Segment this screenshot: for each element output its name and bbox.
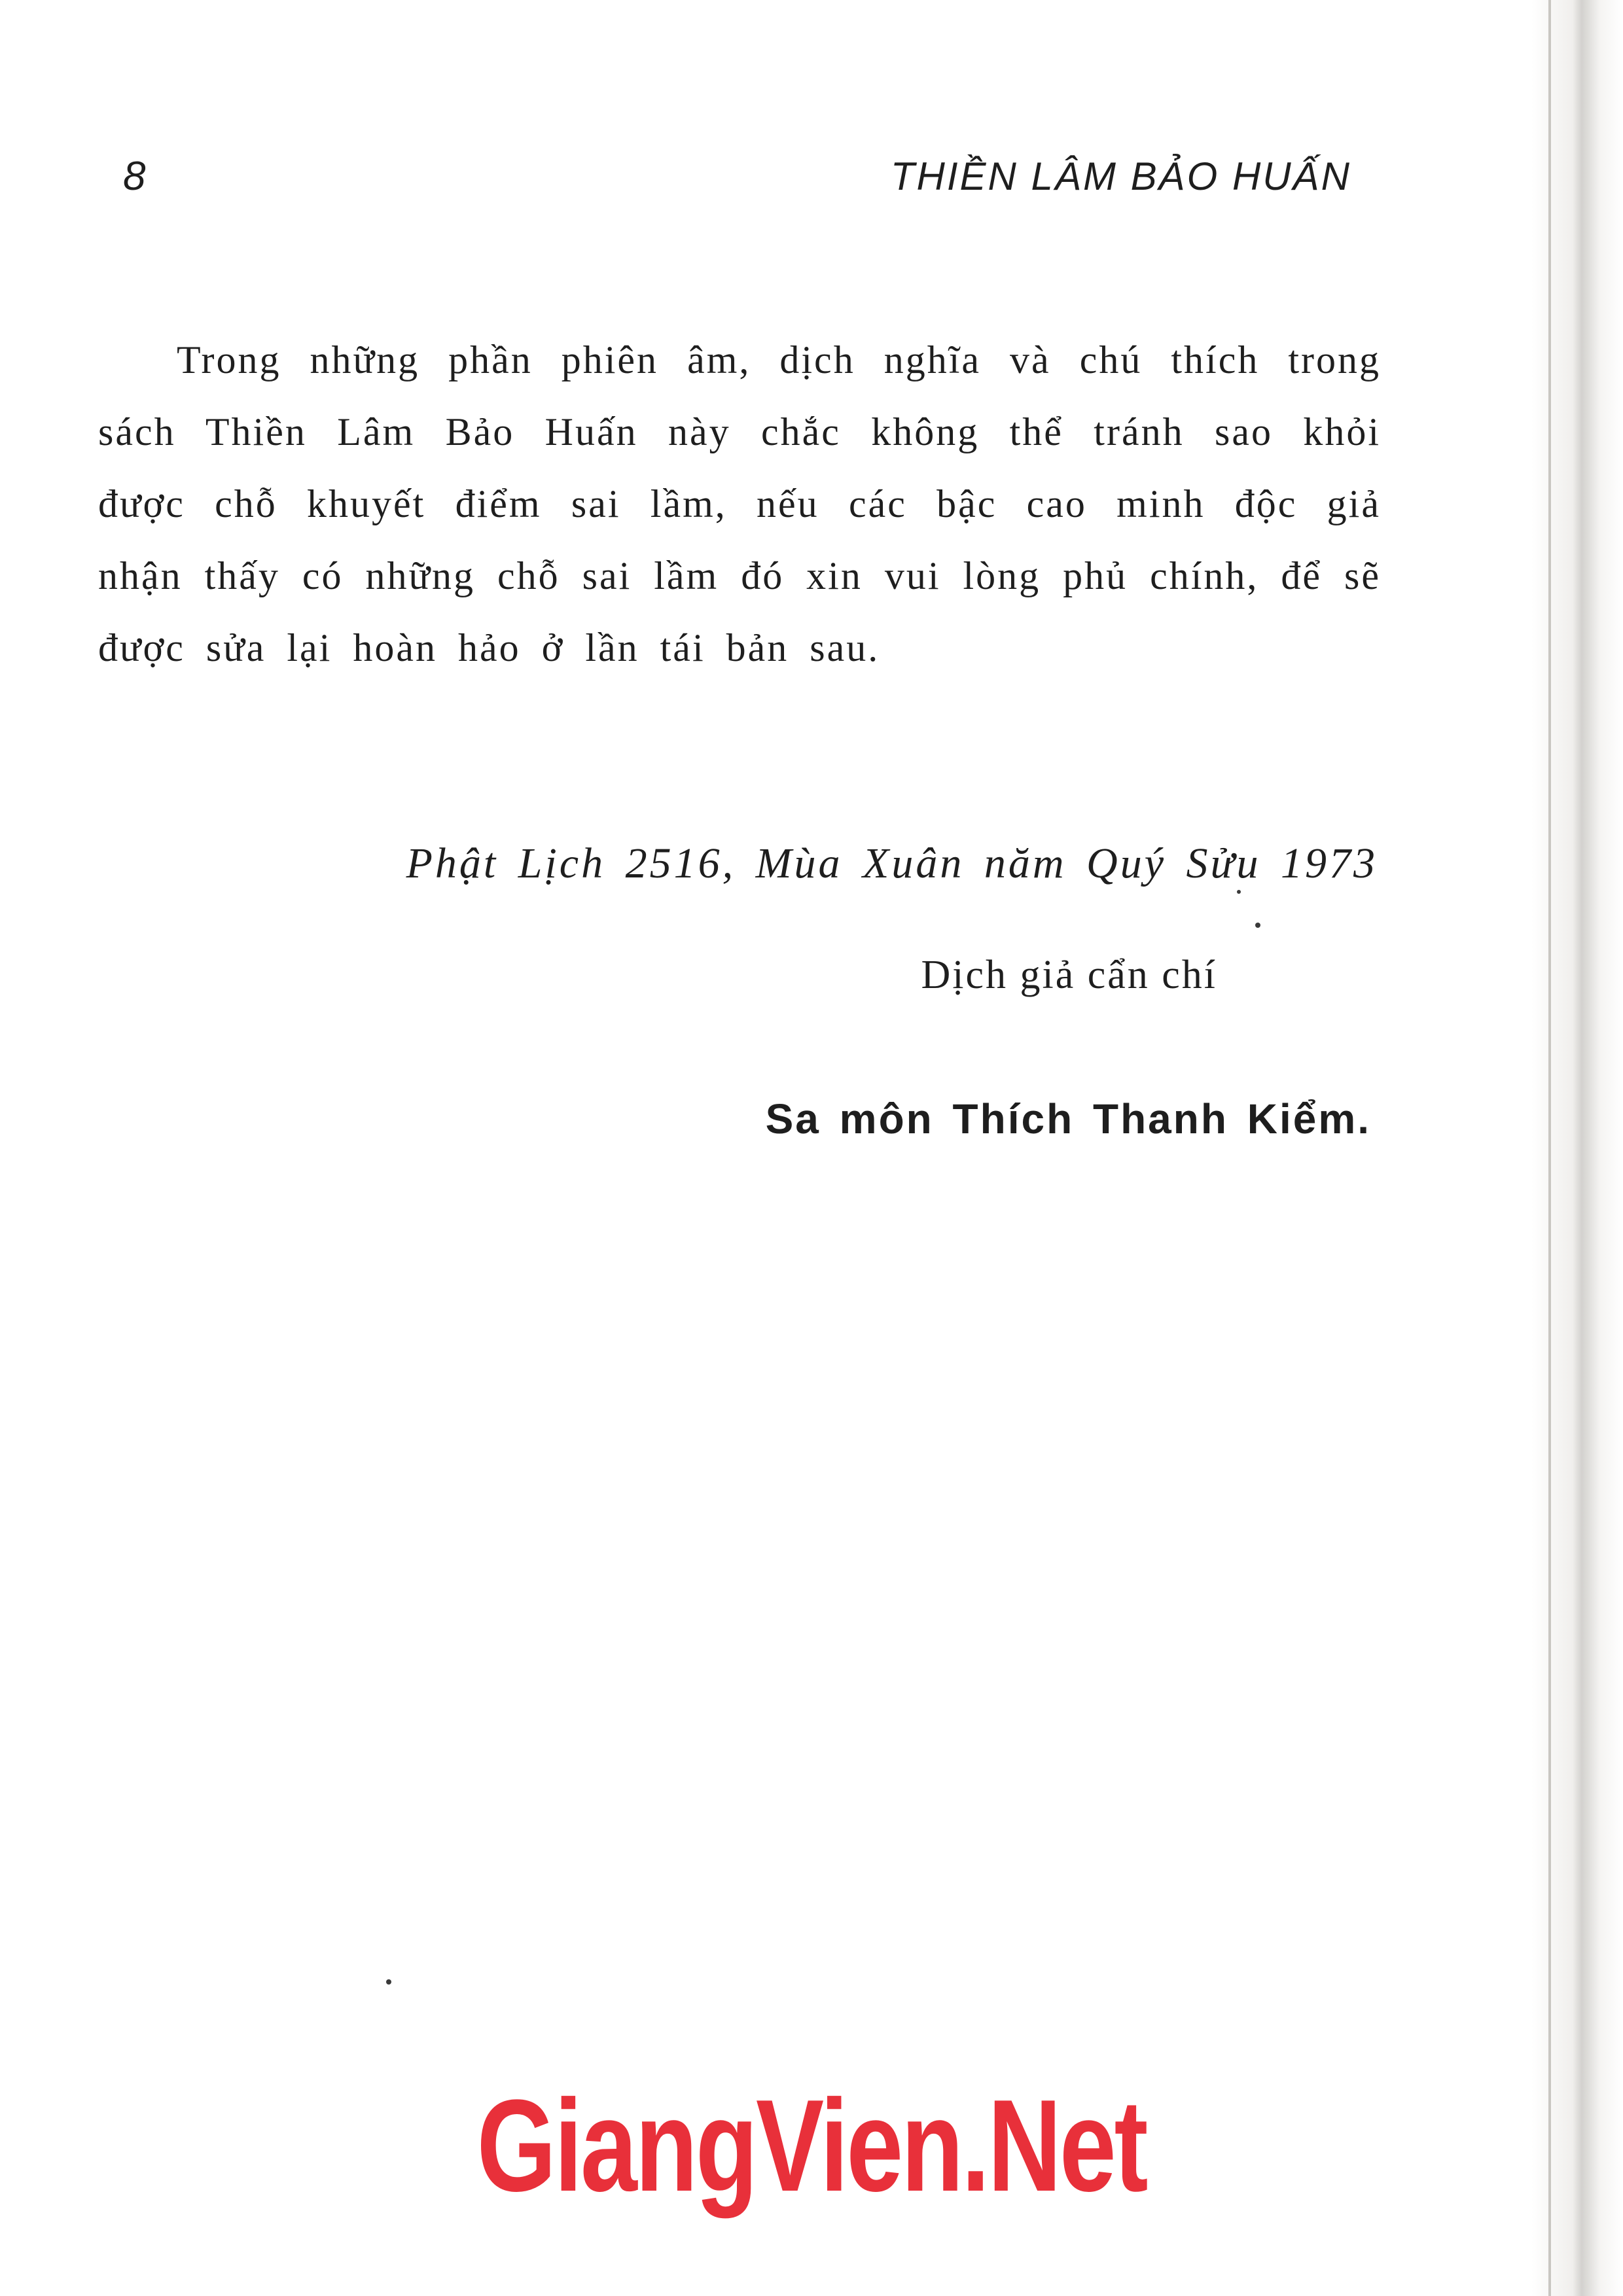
signature: Sa môn Thích Thanh Kiểm. (765, 1095, 1371, 1142)
date-line: Phật Lịch 2516, Mùa Xuân năm Quý Sửu 1973 (406, 839, 1378, 887)
translator-note: Dịch giả cẩn chí (921, 953, 1217, 997)
print-speck (1237, 890, 1241, 894)
spine-line (1548, 0, 1551, 2296)
spine-shadow (1531, 0, 1623, 2296)
print-speck (386, 1979, 391, 1985)
page-header (0, 147, 1623, 206)
page-number: 8 (123, 154, 146, 199)
running-title: THIỀN LÂM BẢO HUẤN (890, 154, 1351, 198)
watermark-logo: GiangVien.Net (476, 2073, 1147, 2219)
body-paragraph: Trong những phần phiên âm, dịch nghĩa và chú thích trong sách Thiền Lâm Bảo Huấn này chắc không thể tránh sao khỏi được chỗ khuyết điểm sai lầm, nếu các bậc cao minh độc giả nhận thấy có những chỗ sai lầm đó xin vui lòng phủ chính, để sẽ được sửa lại hoàn hảo ở lần tái bản sau. (98, 338, 1381, 669)
print-speck (1255, 923, 1260, 928)
